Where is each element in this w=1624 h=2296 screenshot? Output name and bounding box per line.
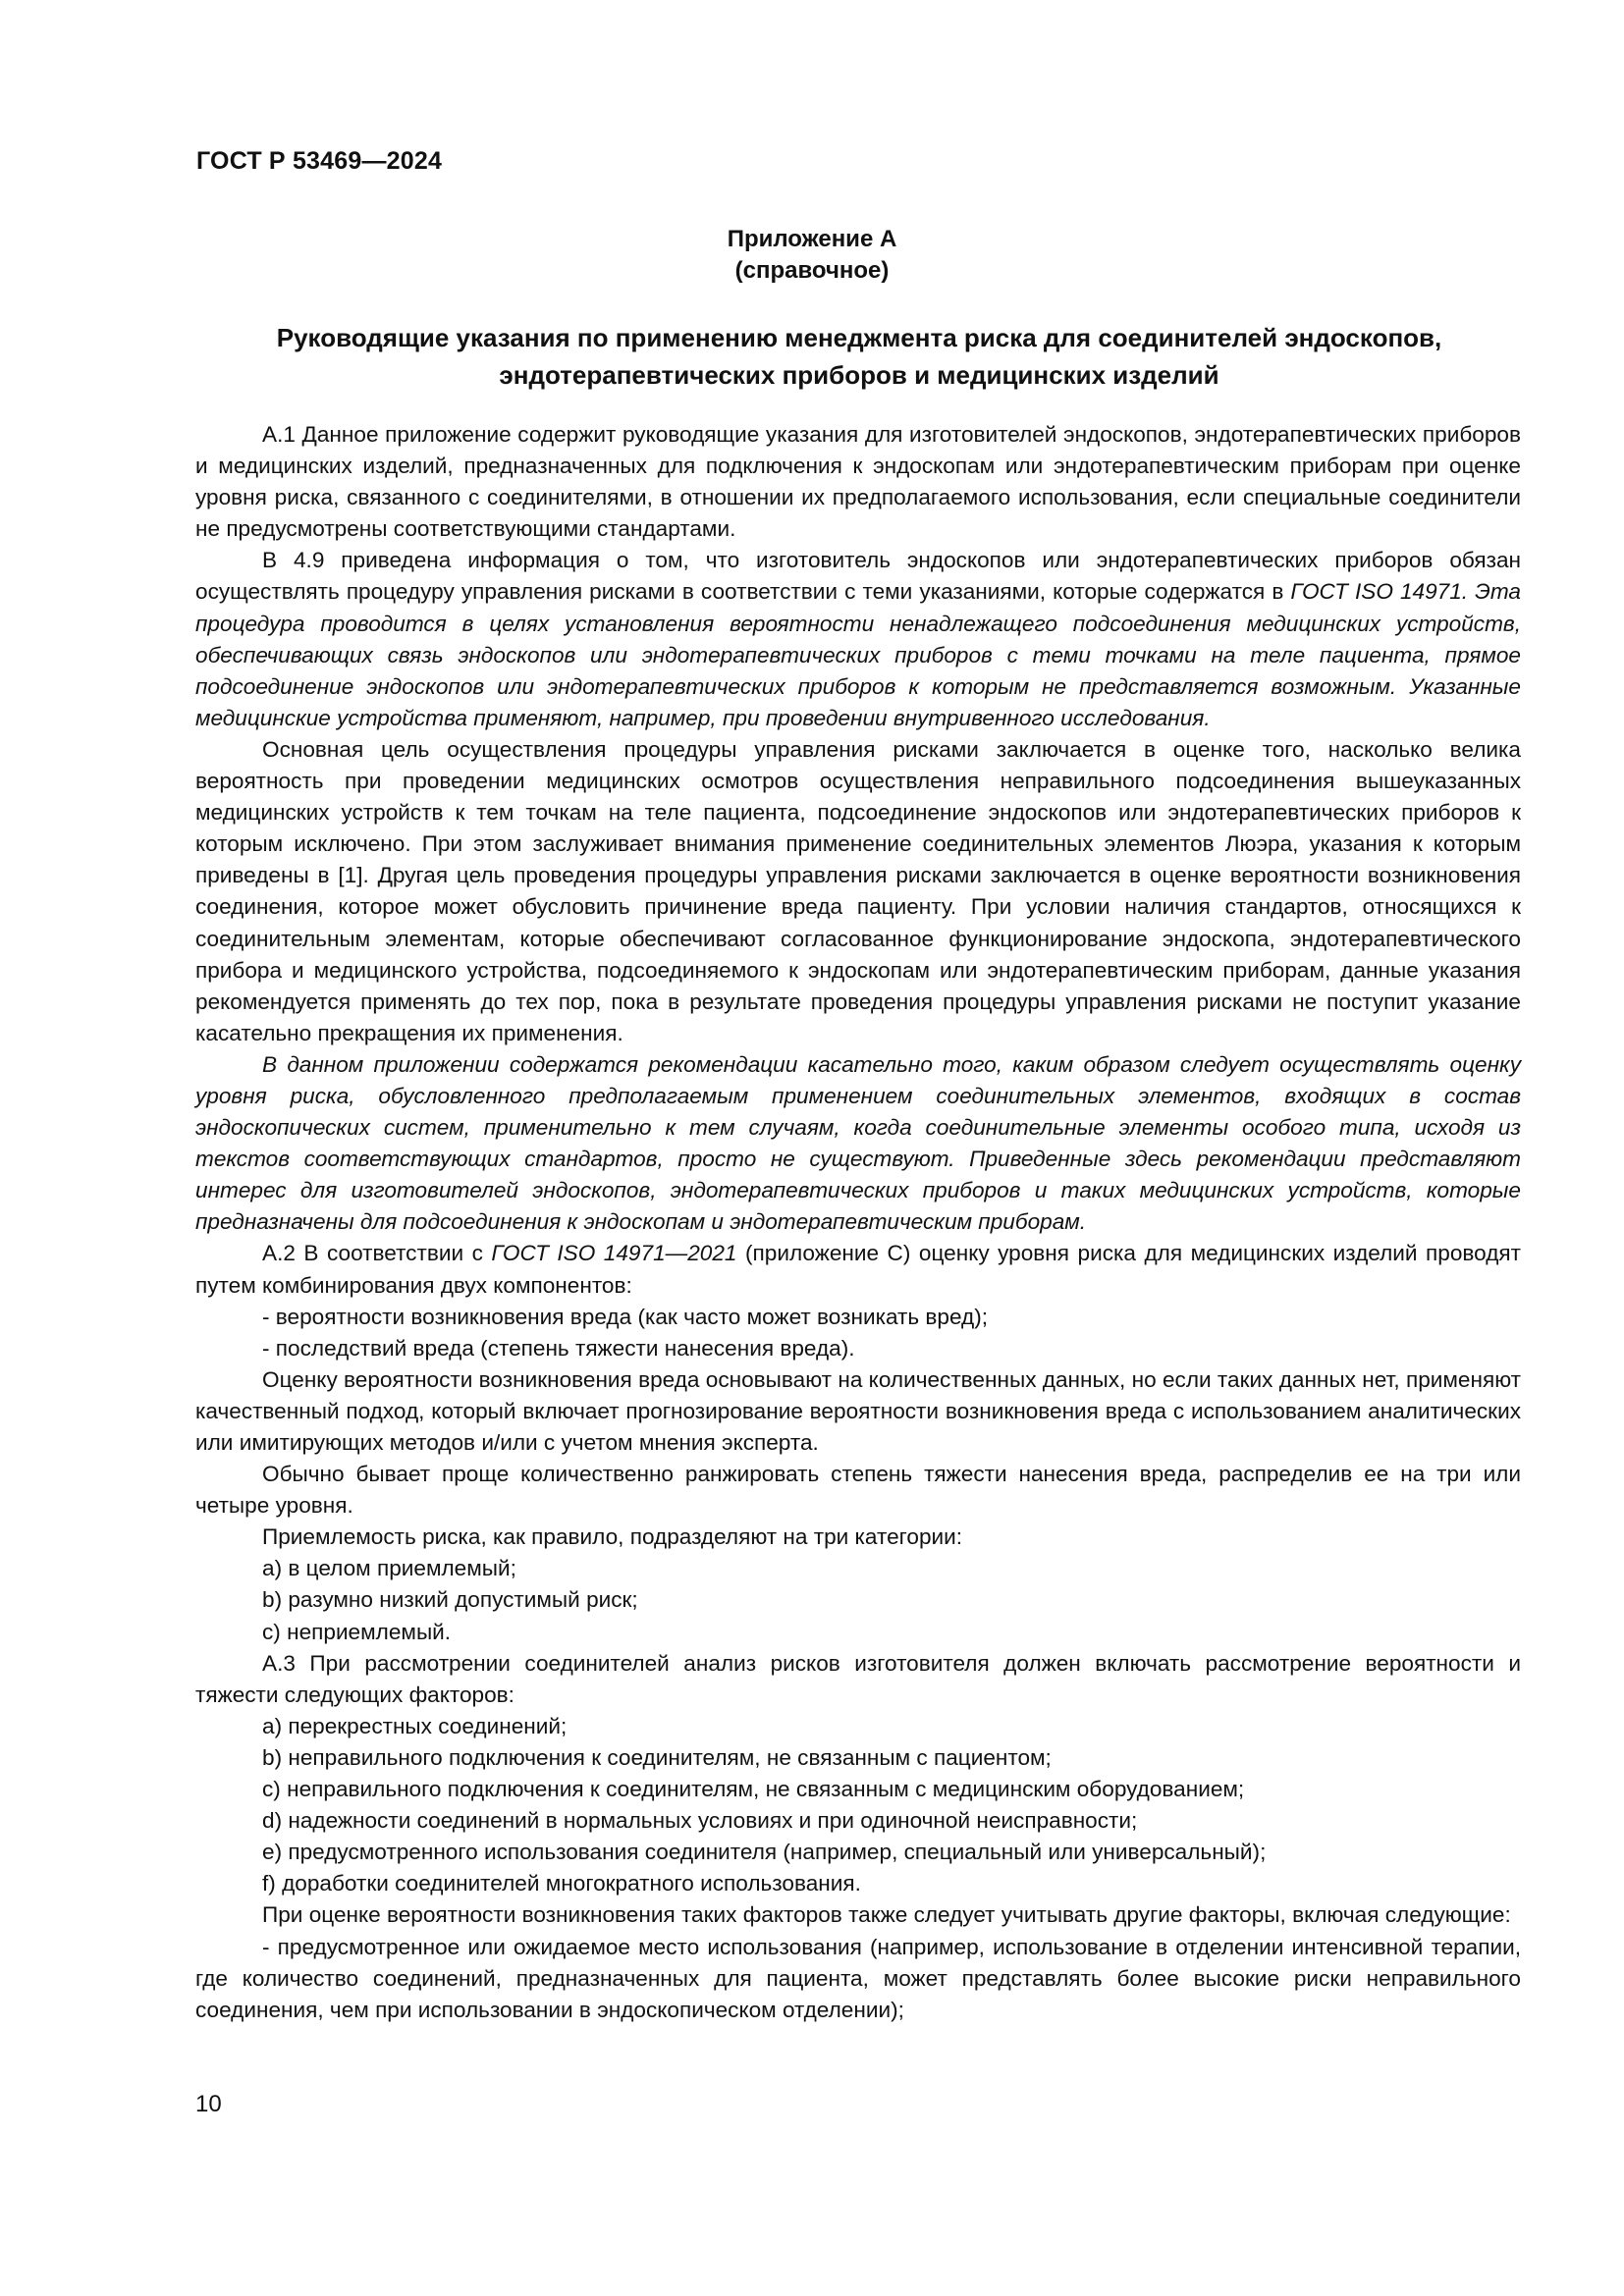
list-item: b) неправильного подключения к соединителям, не связанным с пациентом;	[262, 1744, 1052, 1770]
annex-name: Приложение А	[727, 226, 897, 252]
paragraph-place-of-use: - предусмотренное или ожидаемое место использования (например, использование в отделении интенсивной терапии, где количество соединений, предназначенных для пациента, может представлять более высокие риски неправильного соединения, чем при использовании в эндоскопическом отделении);	[195, 1934, 1521, 2022]
paragraph-acceptability: Приемлемость риска, как правило, подразделяют на три категории:	[262, 1524, 963, 1550]
list-item: a) перекрестных соединений;	[262, 1713, 568, 1738]
paragraph-4-9-text: В 4.9 приведена информация о том, что изготовитель эндоскопов или эндотерапевтических приборов обязан осуществлять процедуру управления рисками в соответствии с теми указаниями, которые содержатся в	[195, 548, 1521, 605]
paragraph-a3: А.3 При рассмотрении соединителей анализ рисков изготовителя должен включать рассмотрение вероятности и тяжести следующих факторов:	[195, 1650, 1521, 1707]
list-item: d) надежности соединений в нормальных условиях и при одиночной неисправности;	[262, 1808, 1138, 1834]
list-item: b) разумно низкий допустимый риск;	[262, 1587, 638, 1613]
paragraph-other-factors: При оценке вероятности возникновения таких факторов также следует учитывать другие факторы, включая следующие:	[262, 1902, 1511, 1928]
paragraph-a2	[195, 1238, 1521, 1301]
paragraph-recommendations: В данном приложении содержатся рекомендации касательно того, каким образом следует осуществлять оценку уровня риска, обусловленного предполагаемым применением соединительных элементов, входящих в состав эндоскопических систем, применительно к тем случаям, когда соединительные элементы особого типа, исходя из текстов соответствующих стандартов, просто не существуют. Приведенные здесь рекомендации представляют интерес для изготовителей эндоскопов, эндотерапевтических приборов и таких медицинских устройств, которые предназначены для подсоединения к эндоскопам и эндотерапевтическим приборам.	[195, 1051, 1521, 1235]
paragraph-a2-start: А.2 В соответствии с	[262, 1241, 492, 1266]
paragraph-main-goal: Основная цель осуществления процедуры управления рисками заключается в оценке того, насколько велика вероятность при проведении медицинских осмотров осуществления неправильного подсоединения вышеуказанных медицинских устройств к тем точкам на теле пациента, подсоединение эндоскопов или эндотерапевтических приборов к которым исключено. При этом заслуживает внимания применение соединительных элементов Люэра, указания к которым приведены в [1]. Другая цель проведения процедуры управления рисками заключается в оценке вероятности возникновения соединения, которое может обусловить причинение вреда пациенту. При условии наличия стандартов, относящихся к соединительным элементам, которые обеспечивают согласованное функционирование эндоскопа, эндотерапевтического прибора и медицинского устройства, подсоединяемого к эндоскопам или эндотерапевтическим приборам, данные указания рекомендуется применять до тех пор, пока в результате проведения процедуры управления рисками не поступит указание касательно прекращения их применения.	[195, 736, 1521, 1045]
list-item: e) предусмотренного использования соединителя (например, специальный или универсальный);	[262, 1840, 1267, 1865]
paragraph-a1: А.1 Данное приложение содержит руководящие указания для изготовителей эндоскопов, эндотерапевтических приборов и медицинских изделий, предназначенных для подключения к эндоскопам или эндотерапевтическим приборам при оценке уровня риска, связанного с соединителями, в отношении их предполагаемого использования, если специальные соединители не предусмотрены соответствующими стандартами.	[195, 422, 1521, 542]
paragraph-4-9	[195, 545, 1521, 734]
list-item: - последствий вреда (степень тяжести нанесения вреда).	[262, 1335, 855, 1361]
page-number: 10	[195, 2091, 222, 2117]
paragraph-probability: Оценку вероятности возникновения вреда основывают на количественных данных, но если таких данных нет, применяют качественный подход, который включает прогнозирование вероятности возникновения вреда с использованием аналитических или имитирующих методов и/или с учетом мнения эксперта.	[195, 1366, 1521, 1455]
paragraph-a2-end: (приложение С) оценку уровня риска для медицинских изделий проводят путем комбинирования двух компонентов:	[195, 1241, 1521, 1298]
paragraph-4-9-italic: ГОСТ ISO 14971. Эта процедура проводится в целях установления вероятности ненадлежащего подсоединения медицинских устройств, обеспечивающих связь эндоскопов или эндотерапевтических приборов с теми точками на теле пациента, прямое подсоединение эндоскопов или эндотерапевтических приборов к которым не представляется возможным. Указанные медицинские устройства применяют, например, при проведении внутривенного исследования.	[195, 579, 1521, 730]
document-body	[195, 419, 1521, 2026]
list-item: - вероятности возникновения вреда (как часто может возникать вред);	[262, 1304, 989, 1329]
document-header: ГОСТ Р 53469—2024	[196, 147, 443, 175]
list-item: a) в целом приемлемый;	[262, 1556, 516, 1581]
annex-heading	[0, 224, 1624, 287]
paragraph-a2-reference: ГОСТ ISO 14971—2021	[491, 1241, 737, 1266]
list-item: c) неприемлемый.	[262, 1619, 452, 1644]
annex-type: (справочное)	[734, 257, 890, 284]
list-item: f) доработки соединителей многократного использования.	[262, 1871, 861, 1896]
annex-title	[211, 319, 1507, 394]
paragraph-severity: Обычно бывает проще количественно ранжировать степень тяжести нанесения вреда, распределив ее на три или четыре уровня.	[195, 1462, 1521, 1519]
list-item: c) неправильного подключения к соединителям, не связанным с медицинским оборудованием;	[262, 1777, 1245, 1802]
annex-title-line-1: Руководящие указания по применению менеджмента риска для соединителей эндоскопов,	[276, 323, 1442, 352]
annex-title-line-2: эндотерапевтических приборов и медицинских изделий	[499, 360, 1219, 390]
